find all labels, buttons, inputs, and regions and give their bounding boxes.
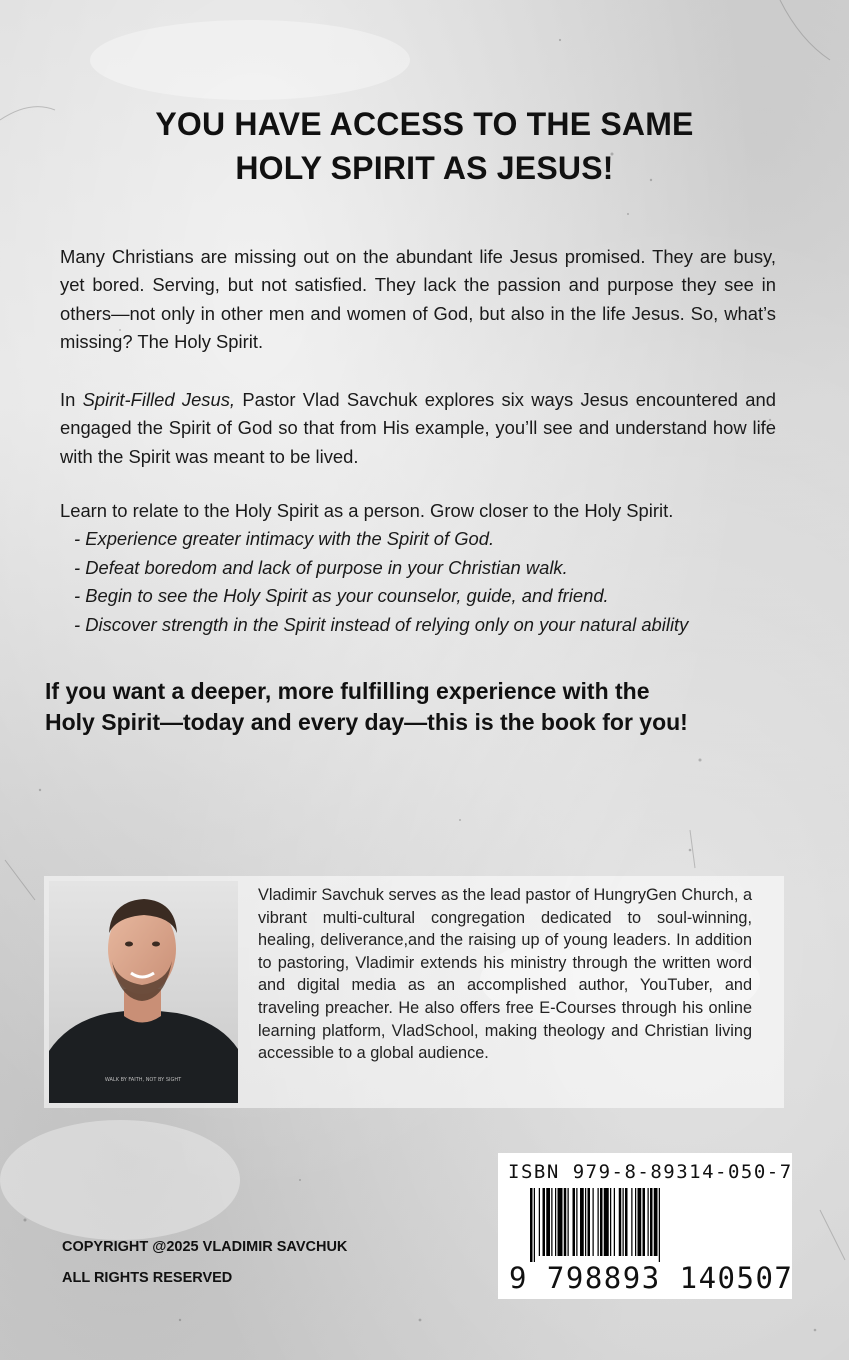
paragraph-intro: Many Christians are missing out on the abundant life Jesus promised. They are busy, yet bored. Serving, but not satisfied. They lack the passion and purpose they see in others—not only in other men and women of God, but also in the life Jesus. So, what’s missing? The Holy Spirit. bbox=[60, 246, 776, 353]
barcode-bar bbox=[576, 1188, 577, 1256]
author-portrait-icon bbox=[49, 881, 238, 1103]
barcode-bar bbox=[534, 1188, 535, 1262]
book-title: Spirit-Filled Jesus, bbox=[82, 389, 236, 410]
barcode-bar bbox=[539, 1188, 540, 1256]
barcode-bar bbox=[564, 1188, 567, 1256]
barcode-digits: 9 798893 140507 bbox=[509, 1261, 794, 1295]
barcode-bar bbox=[580, 1188, 584, 1256]
barcode-bar bbox=[650, 1188, 653, 1256]
list-item: - Defeat boredom and lack of purpose in your Christian walk. bbox=[74, 556, 568, 578]
barcode-bar bbox=[585, 1188, 586, 1256]
barcode-bar bbox=[598, 1188, 599, 1256]
barcode-bar bbox=[555, 1188, 556, 1256]
barcode-bar bbox=[543, 1188, 546, 1256]
barcode-bar bbox=[631, 1188, 632, 1256]
benefits-list bbox=[60, 525, 776, 639]
barcode-bar bbox=[546, 1188, 550, 1256]
paragraph-benefits bbox=[60, 497, 776, 639]
paragraph-book-summary bbox=[60, 386, 776, 471]
author-photo bbox=[49, 881, 238, 1103]
barcode-bar bbox=[643, 1188, 646, 1256]
list-item: - Begin to see the Holy Spirit as your counselor, guide, and friend. bbox=[74, 585, 609, 607]
benefits-intro: Learn to relate to the Holy Spirit as a person. Grow closer to the Holy Spirit. bbox=[60, 500, 674, 521]
barcode-bar bbox=[654, 1188, 658, 1256]
barcode-bar bbox=[635, 1188, 636, 1256]
author-bio: Vladimir Savchuk serves as the lead pastor of HungryGen Church, a vibrant multi-cultural congregation dedicated to soul-winning, healing, deliverance,and the raising up of young leaders. In addition to pastoring, Vladimir extends his ministry through the written word and digital media as an accomplished author, YouTuber, and traveling preacher. He also offers free E-Courses through his online learning platform, VladSchool, making theology and Christian living accessible to a global audience. bbox=[258, 886, 752, 1063]
barcode-bar bbox=[600, 1188, 603, 1256]
barcode-bar bbox=[568, 1188, 569, 1256]
barcode-bar bbox=[614, 1188, 615, 1256]
barcode-bar bbox=[623, 1188, 624, 1256]
barcode-bars bbox=[530, 1188, 770, 1262]
p2-rest: Pastor Vlad Savchuk explores six ways Jesus encountered and engaged the Spirit of God so that from His example, you’ll see and understand how life with the Spirit was meant to be lived. bbox=[60, 389, 776, 467]
copyright-line: COPYRIGHT @2025 VLADIMIR SAVCHUK bbox=[62, 1239, 348, 1255]
barcode-bar bbox=[593, 1188, 594, 1256]
isbn-label: ISBN 979-8-89314-050-7 bbox=[508, 1161, 793, 1183]
barcode-bar bbox=[648, 1188, 649, 1256]
list-item: - Experience greater intimacy with the Spirit of God. bbox=[74, 528, 495, 550]
closing-line-1: If you want a deeper, more fulfilling experience with the bbox=[45, 678, 650, 704]
list-item: - Discover strength in the Spirit instead of relying only on your natural ability bbox=[74, 613, 689, 635]
barcode-bar bbox=[638, 1188, 642, 1256]
barcode-bar bbox=[558, 1188, 563, 1256]
barcode-bar bbox=[610, 1188, 611, 1256]
headline bbox=[0, 102, 849, 190]
barcode-bar bbox=[573, 1188, 576, 1256]
barcode-bar bbox=[551, 1188, 552, 1256]
barcode-bar bbox=[659, 1188, 660, 1262]
barcode-bar bbox=[619, 1188, 622, 1256]
barcode-bar bbox=[625, 1188, 628, 1256]
closing-line-2: Holy Spirit—today and every day—this is the book for you! bbox=[45, 709, 688, 735]
barcode-bar bbox=[604, 1188, 609, 1256]
headline-line-1: YOU HAVE ACCESS TO THE SAME bbox=[155, 106, 694, 142]
p2-prefix: In bbox=[60, 389, 83, 410]
closing-statement bbox=[45, 676, 805, 738]
shirt-text: WALK BY FAITH, NOT BY SIGHT bbox=[104, 1077, 182, 1083]
rights-reserved: ALL RIGHTS RESERVED bbox=[62, 1270, 233, 1286]
headline-line-2: HOLY SPIRIT AS JESUS! bbox=[235, 150, 614, 186]
barcode-bar bbox=[588, 1188, 591, 1256]
barcode-bar bbox=[530, 1188, 533, 1262]
